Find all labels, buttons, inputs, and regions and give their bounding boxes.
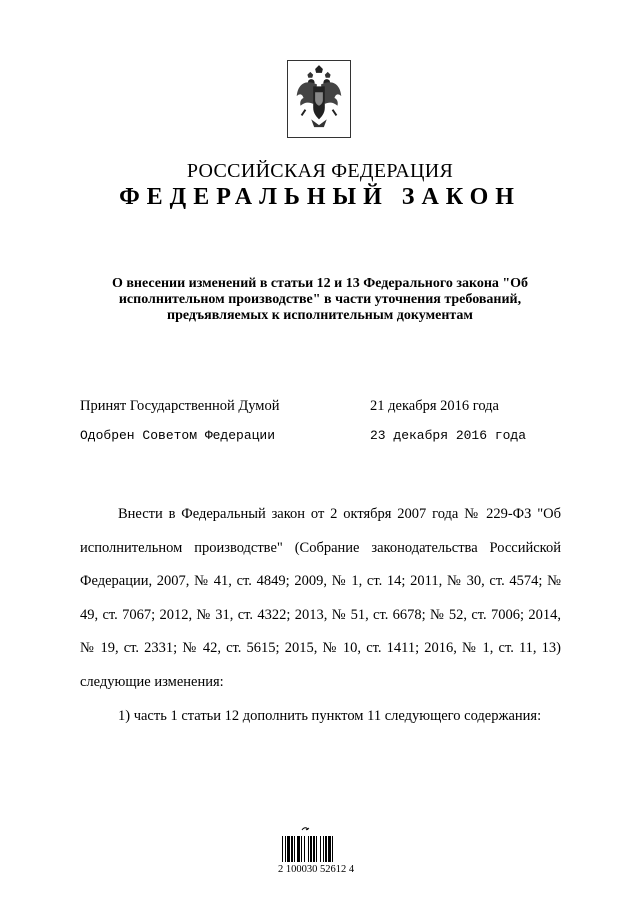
law-body bbox=[80, 498, 561, 733]
state-name: РОССИЙСКАЯ ФЕДЕРАЦИЯ bbox=[186, 160, 454, 182]
body-item-1: 1) часть 1 статьи 12 дополнить пунктом 11 следующего содержания: bbox=[118, 707, 542, 724]
barcode-number: 2 100030 52612 4 bbox=[278, 864, 355, 875]
law-title: О внесении изменений в статьи 12 и 13 Федерального закона "Об исполнительном производстве" в части уточнения требований, предъявляемых к исполнительным документам bbox=[111, 276, 529, 323]
body-intro: Внести в Федеральный закон от 2 октября 2007 года № 229-ФЗ "Об исполнительном производстве" (Собрание законодательства Российской Федерации, 2007, № 41, ст. 4849; 2009, № 1, ст. 14; 2011, № 30, ст. 4574; № 49, ст. 7067; 2012, № 31, ст. 4322; 2013, № 51, ст. 6678; № 52, ст. 7006; 2014, № 19, ст. 2331; № 42, ст. 5615; 2015, № 10, ст. 1411; 2016, № 1, ст. 11, 13) следующие изменения: bbox=[80, 506, 561, 690]
duma-label: Принят Государственной Думой bbox=[80, 398, 280, 414]
coat-of-arms-icon bbox=[287, 60, 351, 138]
council-label: Одобрен Советом Федерации bbox=[80, 428, 276, 443]
law-type-heading: ФЕДЕРАЛЬНЫЙ ЗАКОН bbox=[119, 184, 521, 210]
council-date: 23 декабря 2016 года bbox=[370, 428, 527, 443]
duma-date: 21 декабря 2016 года bbox=[370, 398, 499, 414]
